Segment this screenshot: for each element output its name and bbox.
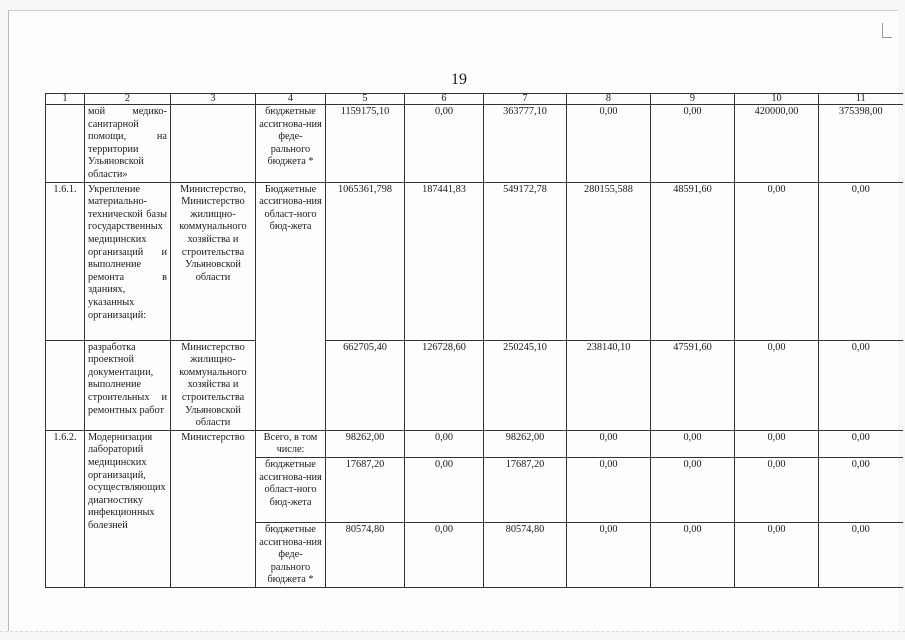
executor: [171, 105, 256, 183]
executor: Министерство, Министерство жилищно-коммунального хозяйства и строительства Ульяновской области: [171, 182, 256, 340]
table-row: [46, 182, 903, 340]
measure-name: Модернизация лабораторий медицинских организаций, осуществляющих диагностику инфекционных болезней: [85, 430, 171, 587]
value: 0,00: [819, 182, 903, 340]
value: 0,00: [405, 105, 484, 183]
value: 0,00: [735, 457, 819, 522]
value: 0,00: [651, 457, 735, 522]
value: 0,00: [567, 457, 651, 522]
value: 375398,00: [819, 105, 903, 183]
value: 98262,00: [484, 430, 567, 457]
value: 0,00: [735, 430, 819, 457]
value-total: 1065361,798: [326, 182, 405, 340]
page-number: 19: [451, 71, 467, 88]
value: 238140,10: [567, 340, 651, 430]
value: 0,00: [819, 340, 903, 430]
column-number: 6: [405, 94, 484, 105]
value: 0,00: [819, 430, 903, 457]
value: 126728,60: [405, 340, 484, 430]
value: 0,00: [819, 457, 903, 522]
column-number: 1: [46, 94, 85, 105]
executor: Министерство жилищно-коммунального хозяйства и строительства Ульяновской области: [171, 340, 256, 430]
value-total: 662705,40: [326, 340, 405, 430]
column-number: 8: [567, 94, 651, 105]
value: 187441,83: [405, 182, 484, 340]
column-number: 10: [735, 94, 819, 105]
row-number: [46, 105, 85, 183]
measure-name: мой медико-санитарной помощи, на территории Ульяновской области»: [85, 105, 171, 183]
value: 363777,10: [484, 105, 567, 183]
column-number: 3: [171, 94, 256, 105]
funding-source: Всего, в том числе:: [256, 430, 326, 457]
column-number-row: [46, 94, 903, 105]
value: 549172,78: [484, 182, 567, 340]
scan-edge-artifact: [0, 631, 905, 640]
value-total: 98262,00: [326, 430, 405, 457]
table-row: [46, 430, 903, 457]
value: 0,00: [567, 105, 651, 183]
value: 0,00: [651, 105, 735, 183]
table-row: [46, 340, 903, 430]
value: 47591,60: [651, 340, 735, 430]
value: 420000,00: [735, 105, 819, 183]
value: 80574,80: [484, 522, 567, 587]
value: 0,00: [405, 430, 484, 457]
value: 0,00: [405, 457, 484, 522]
measure-name: разработка проектной документации, выполнение строительных и ремонтных работ: [85, 340, 171, 430]
value: 17687,20: [484, 457, 567, 522]
funding-source: Бюджетные ассигнова-ния област-ного бюд-жета: [256, 182, 326, 430]
value: 0,00: [651, 430, 735, 457]
value: 48591,60: [651, 182, 735, 340]
table-row: [46, 105, 903, 183]
value: 250245,10: [484, 340, 567, 430]
value: 280155,588: [567, 182, 651, 340]
funding-source: бюджетные ассигнова-ния феде-рального бюджета *: [256, 522, 326, 587]
value-total: 1159175,10: [326, 105, 405, 183]
page-corner-mark: [882, 23, 892, 38]
value: 0,00: [651, 522, 735, 587]
value-total: 80574,80: [326, 522, 405, 587]
funding-source: бюджетные ассигнова-ния феде-рального бюджета *: [256, 105, 326, 183]
row-number: 1.6.1.: [46, 182, 85, 340]
row-number: 1.6.2.: [46, 430, 85, 587]
value-total: 17687,20: [326, 457, 405, 522]
column-number: 4: [256, 94, 326, 105]
column-number: 7: [484, 94, 567, 105]
column-number: 5: [326, 94, 405, 105]
row-number: [46, 340, 85, 430]
column-number: 2: [85, 94, 171, 105]
value: 0,00: [567, 430, 651, 457]
executor: Министерство: [171, 430, 256, 587]
value: 0,00: [567, 522, 651, 587]
column-number: 9: [651, 94, 735, 105]
column-number: 11: [819, 94, 903, 105]
funding-source: бюджетные ассигнова-ния област-ного бюд-жета: [256, 457, 326, 522]
budget-table: [45, 93, 903, 588]
measure-name: Укрепление материально-технической базы государственных медицинских организаций и выполнение ремонта в зданиях, указанных организаций:: [85, 182, 171, 340]
value: 0,00: [819, 522, 903, 587]
value: 0,00: [735, 340, 819, 430]
value: 0,00: [735, 522, 819, 587]
value: 0,00: [405, 522, 484, 587]
value: 0,00: [735, 182, 819, 340]
